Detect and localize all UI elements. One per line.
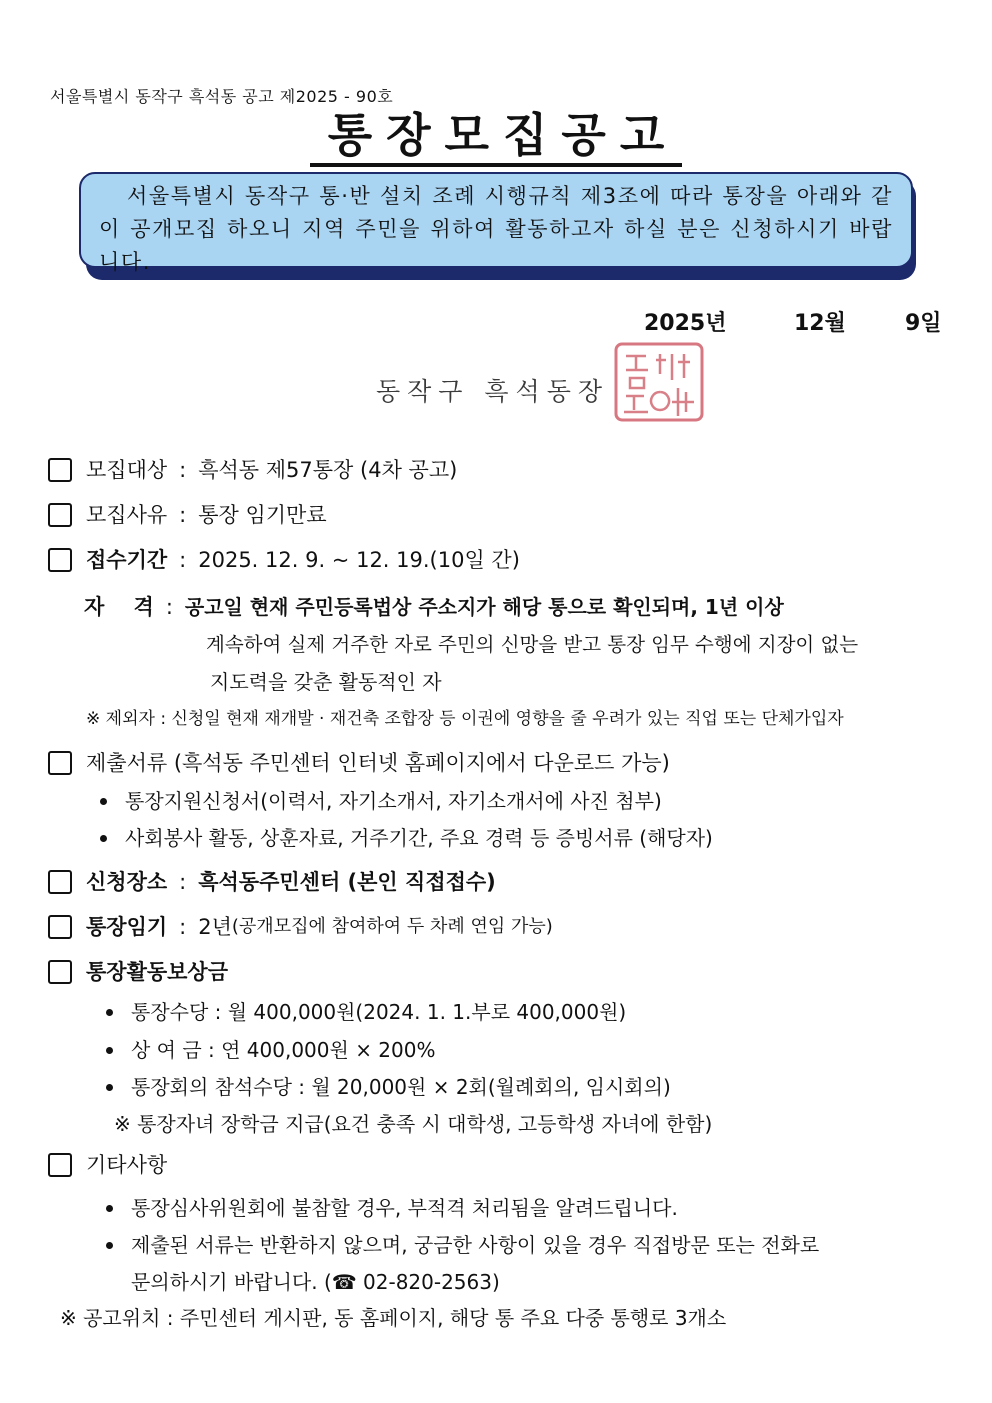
- compensation-item: [106, 1035, 435, 1065]
- date-month: 12월: [794, 311, 846, 336]
- compensation-note: ※ 통장자녀 장학금 지급(요건 충족 시 대학생, 고등학생 자녀에 한함): [114, 1112, 713, 1136]
- other-item: [106, 1193, 678, 1223]
- official-seal-icon: [612, 340, 706, 424]
- section-term-note: (공개모집에 참여하여 두 차례 연임 가능): [231, 916, 553, 937]
- compensation-item-text: 통장수당 : 월 400,000원(2024. 1. 1.부로 400,000원): [131, 1000, 627, 1024]
- bullet-icon: [100, 798, 107, 805]
- section-reason-label: 모집사유: [86, 503, 168, 527]
- checkbox-icon: [48, 458, 72, 482]
- qualification-line-1: 공고일 현재 주민등록법상 주소지가 해당 통으로 확인되며, 1년 이상: [184, 595, 784, 619]
- checkbox-icon: [48, 751, 72, 775]
- section-target: [48, 455, 457, 485]
- other-item-text: 통장심사위원회에 불참할 경우, 부적격 처리됨을 알려드립니다.: [131, 1196, 678, 1220]
- other-item-text: 제출된 서류는 반환하지 않으며, 궁금한 사항이 있을 경우 직접방문 또는 전화로: [131, 1233, 820, 1257]
- section-period: [48, 545, 520, 575]
- bullet-icon: [106, 1009, 113, 1016]
- notice-number: 서울특별시 동작구 흑석동 공고 제2025 - 90호: [50, 87, 394, 106]
- colon: :: [179, 458, 187, 482]
- qualification-line-2: [206, 630, 858, 660]
- compensation-item: [106, 997, 626, 1027]
- bullet-icon: [106, 1047, 113, 1054]
- page-title: [0, 108, 992, 167]
- documents-item-text: 통장지원신청서(이력서, 자기소개서, 자기소개서에 사진 첨부): [125, 789, 662, 813]
- colon: :: [165, 595, 173, 619]
- section-place-value: 흑석동주민센터 (본인 직접접수): [198, 870, 496, 894]
- qualification-exclusion: ※ 제외자 : 신청일 현재 재개발 · 재건축 조합장 등 이권에 영향을 줄 우려가 있는 직업 또는 단체가입자: [86, 709, 844, 729]
- colon: :: [179, 503, 187, 527]
- other-item-continuation: 문의하시기 바랍니다. (☎ 02-820-2563): [131, 1270, 500, 1294]
- section-period-value: 2025. 12. 9. ~ 12. 19.(10일 간): [198, 548, 520, 572]
- checkbox-icon: [48, 960, 72, 984]
- bullet-icon: [100, 835, 107, 842]
- section-target-value: 흑석동 제57통장 (4차 공고): [198, 458, 458, 482]
- date-year: 2025년: [644, 311, 727, 336]
- page-title-text: 통장모집공고: [310, 109, 683, 167]
- intro-box: [79, 172, 913, 274]
- posting-location: ※ 공고위치 : 주민센터 게시판, 동 홈페이지, 해당 통 주요 다중 통행로 3개소: [60, 1306, 727, 1330]
- other-item: [106, 1230, 819, 1260]
- bullet-icon: [106, 1084, 113, 1091]
- section-term-label: 통장임기: [86, 915, 168, 939]
- section-other: [48, 1150, 167, 1180]
- compensation-item: [106, 1072, 671, 1102]
- section-place-label: 신청장소: [86, 870, 168, 894]
- qualification-line-2-text: 계속하여 실제 거주한 자로 주민의 신망을 받고 통장 임무 수행에 지장이 없는: [206, 633, 859, 656]
- section-qualification: [84, 592, 784, 622]
- checkbox-icon: [48, 503, 72, 527]
- section-compensation: [48, 957, 228, 987]
- colon: :: [179, 915, 187, 939]
- documents-item: [100, 823, 713, 853]
- signer-name: 동작구 흑석동장: [376, 377, 609, 406]
- section-term-value: 2년: [198, 915, 232, 939]
- compensation-item-text: 상 여 금 : 연 400,000원 × 200%: [131, 1038, 436, 1062]
- checkbox-icon: [48, 915, 72, 939]
- section-period-label: 접수기간: [86, 548, 168, 572]
- compensation-item-text: 통장회의 참석수당 : 월 20,000원 × 2회(월례회의, 임시회의): [131, 1075, 671, 1099]
- date-day: 9일: [905, 311, 942, 336]
- section-documents-label: 제출서류 (흑석동 주민센터 인터넷 홈페이지에서 다운로드 가능): [86, 751, 670, 775]
- section-other-label: 기타사항: [86, 1153, 168, 1177]
- section-target-label: 모집대상: [86, 458, 168, 482]
- section-reason: [48, 500, 327, 530]
- colon: :: [179, 548, 187, 572]
- bullet-icon: [106, 1205, 113, 1212]
- checkbox-icon: [48, 870, 72, 894]
- section-qualification-label: 자 격: [84, 595, 154, 619]
- qualification-line-3: 지도력을 갖춘 활동적인 자: [210, 670, 442, 694]
- bullet-icon: [106, 1242, 113, 1249]
- section-reason-value: 통장 임기만료: [198, 503, 327, 527]
- intro-text: 서울특별시 동작구 통·반 설치 조례 시행규칙 제3조에 따라 통장을 아래와 같이 공개모집 하오니 지역 주민을 위하여 활동하고자 하실 분은 신청하시기 바랍니다.: [99, 184, 893, 274]
- checkbox-icon: [48, 548, 72, 572]
- colon: :: [179, 870, 187, 894]
- section-compensation-label: 통장활동보상금: [86, 960, 229, 984]
- checkbox-icon: [48, 1153, 72, 1177]
- documents-item-text: 사회봉사 활동, 상훈자료, 거주기간, 주요 경력 등 증빙서류 (해당자): [125, 826, 713, 850]
- section-place: [48, 867, 496, 897]
- section-documents: [48, 748, 670, 778]
- documents-item: [100, 786, 662, 816]
- section-term: [48, 912, 553, 942]
